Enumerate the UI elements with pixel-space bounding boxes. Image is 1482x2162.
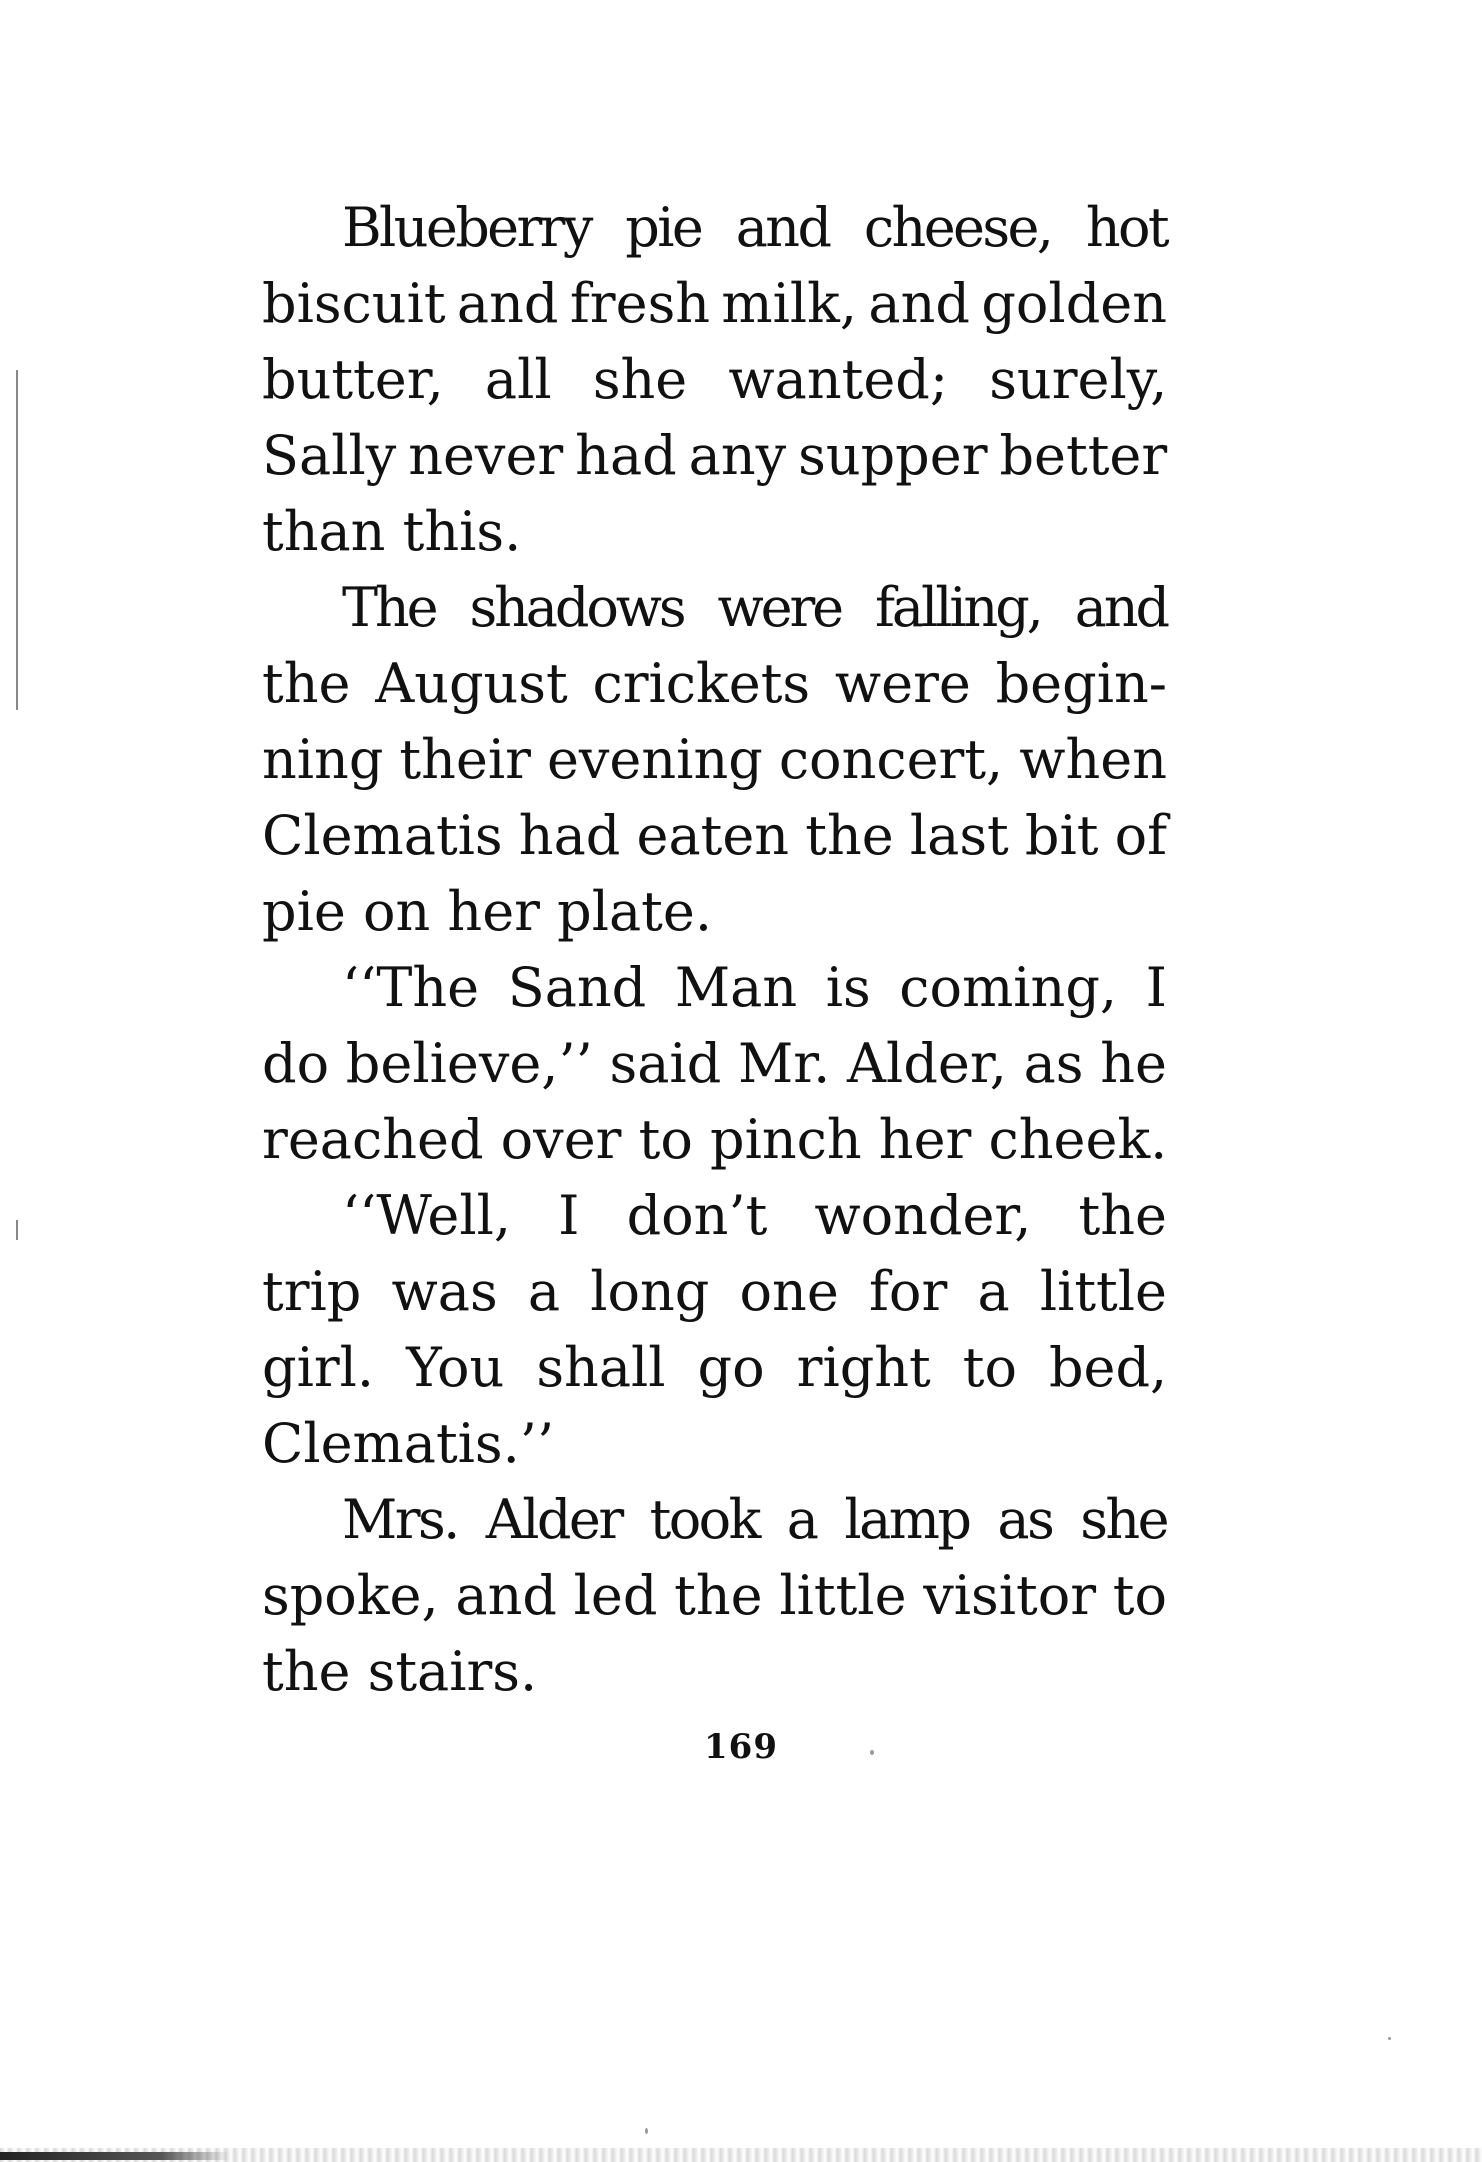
text-line: spoke, and led the little visitor to: [262, 1564, 1167, 1627]
text-line: girl. You shall go right to bed,: [262, 1336, 1168, 1399]
scan-margin-mark: [16, 370, 18, 710]
text-line: the stairs.: [262, 1640, 538, 1703]
paragraph: [262, 190, 1167, 570]
text-line: ning their evening concert, when: [262, 728, 1167, 791]
paragraph: [262, 950, 1167, 1178]
paragraph: [262, 570, 1167, 950]
text-line: Sally never had any supper better: [262, 424, 1168, 487]
scan-margin-mark: [16, 1220, 18, 1240]
text-line: trip was a long one for a little: [262, 1260, 1167, 1323]
scan-speck: [870, 1750, 874, 1755]
text-line: than this.: [262, 500, 522, 563]
page-number: 169: [704, 1727, 778, 1767]
text-line: ‘‘The Sand Man is coming, I: [342, 956, 1167, 1019]
scan-bottom-edge-shadow: [0, 2152, 230, 2160]
text-line: Clematis had eaten the last bit of: [262, 804, 1168, 867]
text-line: ‘‘Well, I don’t wonder, the: [342, 1184, 1167, 1247]
text-line: Clematis.’’: [262, 1412, 555, 1475]
text-line: do believe,’’ said Mr. Alder, as he: [262, 1032, 1167, 1095]
scan-speck: [1388, 2037, 1391, 2040]
text-line: reached over to pinch her cheek.: [262, 1108, 1168, 1171]
text-line: Blueberry pie and cheese, hot: [342, 196, 1167, 259]
paragraph: [262, 1178, 1167, 1482]
body-text: [262, 190, 1167, 1710]
text-line: biscuit and fresh milk, and golden: [262, 272, 1167, 335]
paragraph: [262, 1482, 1167, 1710]
text-line: Mrs. Alder took a lamp as she: [342, 1488, 1167, 1551]
text-line: The shadows were falling, and: [342, 576, 1167, 639]
text-line: pie on her plate.: [262, 880, 712, 943]
text-line: the August crickets were begin-: [262, 652, 1167, 715]
scan-speck: [645, 2128, 648, 2134]
text-line: butter, all she wanted; surely,: [262, 348, 1168, 411]
